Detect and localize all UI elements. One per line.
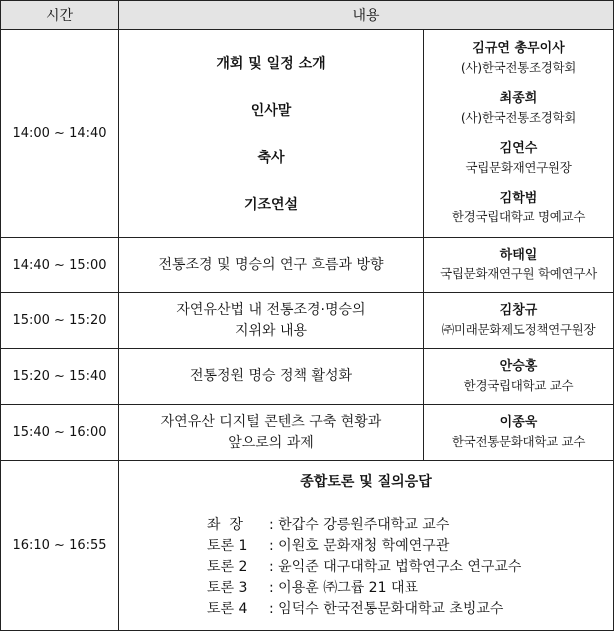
opening-item: 기조연설 — [243, 196, 299, 213]
table-header-row — [1, 1, 614, 30]
speaker-affiliation: (사)한국전통조경학회 — [460, 60, 577, 76]
session-time: 15:00 ~ 15:20 — [1, 293, 119, 349]
opening-item: 축사 — [257, 149, 285, 166]
session-row — [1, 349, 614, 405]
header-content: 내용 — [119, 1, 614, 30]
panel-title: 종합토론 및 질의응답 — [300, 474, 432, 490]
panel-member — [207, 557, 613, 578]
session-time: 15:20 ~ 15:40 — [1, 349, 119, 405]
panel-member-list — [119, 515, 613, 620]
speaker-affiliation: 한경국립대학교 교수 — [463, 377, 574, 393]
session-topic: 자연유산 디지털 콘텐츠 구축 현황과 앞으로의 과제 — [119, 405, 424, 461]
panel-member-info: : 이용훈 ㈜그륩 21 대표 — [269, 580, 418, 596]
panel-member — [207, 578, 613, 599]
panel-member-info: : 이원호 문화재청 학예연구관 — [269, 538, 450, 554]
session-speaker — [424, 238, 614, 293]
session-time: 15:40 ~ 16:00 — [1, 405, 119, 461]
panel-cell — [119, 461, 614, 631]
speaker-name: 안승홍 — [499, 359, 538, 375]
speaker-name: 김규연 총무이사 — [472, 41, 565, 57]
session-row — [1, 405, 614, 461]
speaker-affiliation: 한국전통문화대학교 교수 — [451, 433, 586, 449]
opening-speakers-cell — [424, 30, 614, 238]
speaker-affiliation: (사)한국전통조경학회 — [460, 109, 577, 125]
panel-role: 토론 2 — [207, 559, 248, 575]
speaker-name: 이종욱 — [499, 415, 538, 431]
speaker-affiliation: 한경국립대학교 명예교수 — [451, 209, 586, 225]
session-speaker — [424, 405, 614, 461]
panel-role: 좌 장 — [207, 517, 243, 533]
speaker-entry — [424, 40, 613, 77]
opening-row — [1, 30, 614, 238]
speaker-entry — [424, 90, 613, 127]
panel-member — [207, 515, 613, 536]
session-topic: 전통조경 및 명승의 연구 흐름과 방향 — [119, 238, 424, 293]
speaker-name: 최종희 — [499, 91, 538, 107]
speaker-name: 하태일 — [499, 247, 538, 263]
panel-member-info: : 한갑수 강릉원주대학교 교수 — [269, 517, 450, 533]
opening-time: 14:00 ~ 14:40 — [1, 30, 119, 238]
session-row — [1, 293, 614, 349]
speaker-entry — [424, 190, 613, 227]
panel-member — [207, 536, 613, 557]
opening-item: 개회 및 일정 소개 — [216, 56, 326, 73]
speaker-entry — [424, 140, 613, 177]
speaker-affiliation: 국립문화재연구원장 — [465, 159, 572, 175]
panel-time: 16:10 ~ 16:55 — [1, 461, 119, 631]
speaker-affiliation: ㈜미래문화제도정책연구원장 — [441, 321, 596, 337]
panel-member-info: : 윤익준 대구대학교 법학연구소 연구교수 — [269, 559, 522, 575]
speaker-affiliation: 국립문화재연구원 학예연구사 — [440, 266, 597, 282]
session-time: 14:40 ~ 15:00 — [1, 238, 119, 293]
header-time: 시간 — [1, 1, 119, 30]
speaker-name: 김연수 — [499, 140, 538, 156]
session-topic: 전통정원 명승 정책 활성화 — [119, 349, 424, 405]
session-speaker — [424, 349, 614, 405]
session-topic: 자연유산법 내 전통조경·명승의 지위와 내용 — [119, 293, 424, 349]
panel-member-info: : 임덕수 한국전통문화대학교 초빙교수 — [269, 601, 504, 617]
speaker-name: 김창규 — [499, 303, 538, 319]
panel-role: 토론 3 — [207, 580, 248, 596]
session-row — [1, 238, 614, 293]
speaker-name: 김학범 — [499, 190, 538, 206]
panel-row — [1, 461, 614, 631]
session-speaker — [424, 293, 614, 349]
panel-member — [207, 599, 613, 620]
panel-role: 토론 4 — [207, 601, 248, 617]
panel-role: 토론 1 — [207, 538, 248, 554]
opening-item: 인사말 — [250, 103, 292, 120]
opening-items-cell — [119, 30, 424, 238]
